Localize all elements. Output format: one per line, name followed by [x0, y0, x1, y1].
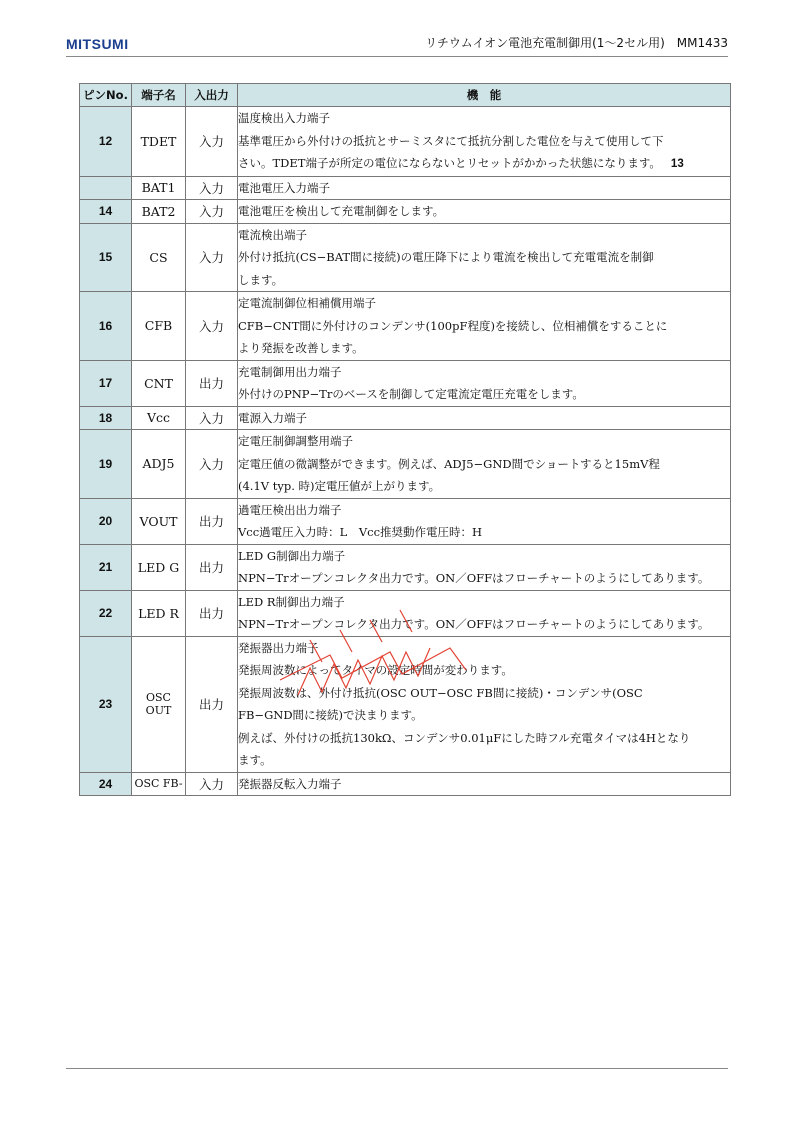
function-text: LED R制御出力端子 [238, 594, 345, 609]
table-row [80, 430, 731, 499]
footer-rule [66, 1068, 728, 1069]
function-text: 例えば、外付けの抵抗130kΩ、コンデンサ0.01μFにした時フル充電タイマは4Hとなり [238, 730, 691, 745]
function-text: 定電流制御位相補償用端子 [238, 296, 376, 310]
pin-number-cell: 19 [80, 430, 132, 499]
header-terminal-name: 端子名 [132, 84, 186, 107]
function-line [238, 567, 730, 590]
pin-13-label: 13 [670, 158, 684, 170]
table-row [80, 360, 731, 406]
terminal-name-cell: CS [132, 223, 186, 292]
pin-number-cell: 14 [80, 200, 132, 224]
pin-number-cell: 15 [80, 223, 132, 292]
function-line [238, 337, 730, 360]
function-cell [238, 406, 731, 430]
io-cell: 出力 [186, 498, 238, 544]
function-line [238, 773, 730, 796]
io-cell: 出力 [186, 590, 238, 636]
function-cell [238, 772, 731, 796]
function-text: 基準電圧から外付けの抵抗とサーミスタにて抵抗分割した電位を与えて使用して下 [238, 133, 664, 148]
function-line [238, 269, 730, 292]
table-row [80, 406, 731, 430]
header-pin-no: ピンNo. [80, 84, 132, 107]
function-line [238, 200, 730, 223]
table-body [80, 107, 731, 796]
pin-number-cell: 20 [80, 498, 132, 544]
function-text: 電源入力端子 [238, 410, 307, 425]
table-row [80, 292, 731, 361]
function-text: 外付け抵抗(CS−BAT間に接続)の電圧降下により電流を検出して充電電流を制御 [238, 250, 654, 264]
io-cell: 入力 [186, 406, 238, 430]
function-text: Vcc過電圧入力時：L Vcc推奨動作電圧時：H [238, 525, 483, 539]
function-cell [238, 176, 731, 200]
function-cell [238, 498, 731, 544]
function-text: NPN−Trオープンコレクタ出力です。ON／OFFはフローチャートのようにしてあります。 [238, 571, 710, 585]
function-cell [238, 636, 731, 772]
pin-number-cell: 21 [80, 544, 132, 590]
table-row [80, 200, 731, 224]
function-line [238, 292, 730, 315]
table-row [80, 772, 731, 796]
table-row [80, 636, 731, 772]
function-text: 発振周波数は、外付け抵抗(OSC OUT−OSC FB間に接続)・コンデンサ(OSC [238, 685, 643, 700]
function-line [238, 361, 730, 384]
function-line [238, 407, 730, 430]
function-text: (4.1V typ. 時)定電圧値が上がります。 [238, 479, 441, 493]
function-line [238, 499, 730, 522]
function-text: FB−GND間に接続)で決まります。 [238, 708, 423, 722]
function-line [238, 749, 730, 772]
function-text: 定電圧制御調整用端子 [238, 434, 353, 448]
table-row [80, 544, 731, 590]
pin-number-cell: 16 [80, 292, 132, 361]
pin-number-cell: 12 [80, 107, 132, 177]
function-cell [238, 200, 731, 224]
table-row [80, 590, 731, 636]
function-line [238, 727, 730, 750]
io-cell: 入力 [186, 772, 238, 796]
terminal-name-cell: LED R [132, 590, 186, 636]
function-text: 発振周波数によってタイマの設定時間が変わります。 [238, 663, 513, 677]
function-text: 充電制御用出力端子 [238, 364, 342, 379]
pin-number-cell: 22 [80, 590, 132, 636]
function-line [238, 545, 730, 568]
pin-number-cell: 18 [80, 406, 132, 430]
function-line [238, 453, 730, 476]
table-row [80, 223, 731, 292]
function-line [238, 152, 730, 176]
pin-number-cell: 17 [80, 360, 132, 406]
io-cell: 出力 [186, 360, 238, 406]
pin-number-cell: 23 [80, 636, 132, 772]
pin-number-cell: 24 [80, 772, 132, 796]
function-line [238, 637, 730, 660]
function-line [238, 177, 730, 200]
function-line [238, 475, 730, 498]
table-row [80, 498, 731, 544]
function-line [238, 107, 730, 130]
function-line [238, 315, 730, 338]
function-text: NPN−Trオープンコレクタ出力です。ON／OFFはフローチャートのようにしてあります。 [238, 617, 710, 631]
function-text: 定電圧値の微調整ができます。例えば、ADJ5−GND間でショートすると15mV程 [238, 456, 660, 471]
document-title: リチウムイオン電池充電制御用(1〜2セル用) MM1433 [425, 36, 728, 50]
function-line [238, 383, 730, 406]
mitsumi-logo: MITSUMI [66, 36, 129, 52]
function-line [238, 659, 730, 682]
header-io: 入出力 [186, 84, 238, 107]
function-line [238, 704, 730, 727]
function-text: さい。TDET端子が所定の電位にならないとリセットがかかった状態になります。 [238, 156, 661, 170]
function-line [238, 430, 730, 453]
function-cell [238, 107, 731, 177]
function-line [238, 682, 730, 705]
function-text: 温度検出入力端子 [238, 111, 330, 125]
io-cell: 入力 [186, 107, 238, 177]
terminal-name-cell: BAT2 [132, 200, 186, 224]
header-rule [66, 56, 728, 57]
io-cell: 入力 [186, 200, 238, 224]
function-text: 過電圧検出出力端子 [238, 502, 342, 517]
terminal-name-cell: ADJ5 [132, 430, 186, 499]
io-cell: 入力 [186, 292, 238, 361]
function-line [238, 130, 730, 153]
function-line [238, 613, 730, 636]
terminal-name-cell: CFB [132, 292, 186, 361]
pin-function-table [79, 83, 731, 796]
io-cell: 出力 [186, 544, 238, 590]
terminal-name-cell: VOUT [132, 498, 186, 544]
terminal-name-cell: BAT1 [132, 176, 186, 200]
header-function: 機 能 [238, 84, 731, 107]
function-line [238, 591, 730, 614]
io-cell: 入力 [186, 430, 238, 499]
terminal-name-cell: OSC FB- [132, 772, 186, 796]
function-cell [238, 430, 731, 499]
function-text: ます。 [238, 753, 272, 767]
function-text: 発振器反転入力端子 [238, 776, 342, 791]
function-text: します。 [238, 272, 284, 287]
function-line [238, 521, 730, 544]
function-text: 外付けのPNP−Trのベースを制御して定電流定電圧充電をします。 [238, 387, 584, 401]
function-text: より発振を改善します。 [238, 341, 364, 355]
terminal-name-cell: LED G [132, 544, 186, 590]
function-cell [238, 292, 731, 361]
function-text: CFB−CNT間に外付けのコンデンサ(100pF程度)を接続し、位相補償をすることに [238, 318, 668, 333]
function-cell [238, 223, 731, 292]
function-cell [238, 544, 731, 590]
function-text: 電池電圧を検出して充電制御をします。 [238, 204, 445, 218]
io-cell: 出力 [186, 636, 238, 772]
function-cell [238, 360, 731, 406]
terminal-name-cell: CNT [132, 360, 186, 406]
function-cell [238, 590, 731, 636]
io-cell: 入力 [186, 223, 238, 292]
terminal-name-cell: TDET [132, 107, 186, 177]
table-row [80, 107, 731, 177]
pin-number-cell [80, 176, 132, 200]
table-header-row [80, 84, 731, 107]
function-text: 電流検出端子 [238, 227, 307, 242]
terminal-name-cell: Vcc [132, 406, 186, 430]
function-text: 電池電圧入力端子 [238, 180, 330, 195]
function-text: 発振器出力端子 [238, 640, 319, 655]
io-cell: 入力 [186, 176, 238, 200]
function-text: LED G制御出力端子 [238, 548, 346, 563]
table-row [80, 176, 731, 200]
terminal-name-cell: OSC OUT [132, 636, 186, 772]
function-line [238, 224, 730, 247]
function-line [238, 246, 730, 269]
